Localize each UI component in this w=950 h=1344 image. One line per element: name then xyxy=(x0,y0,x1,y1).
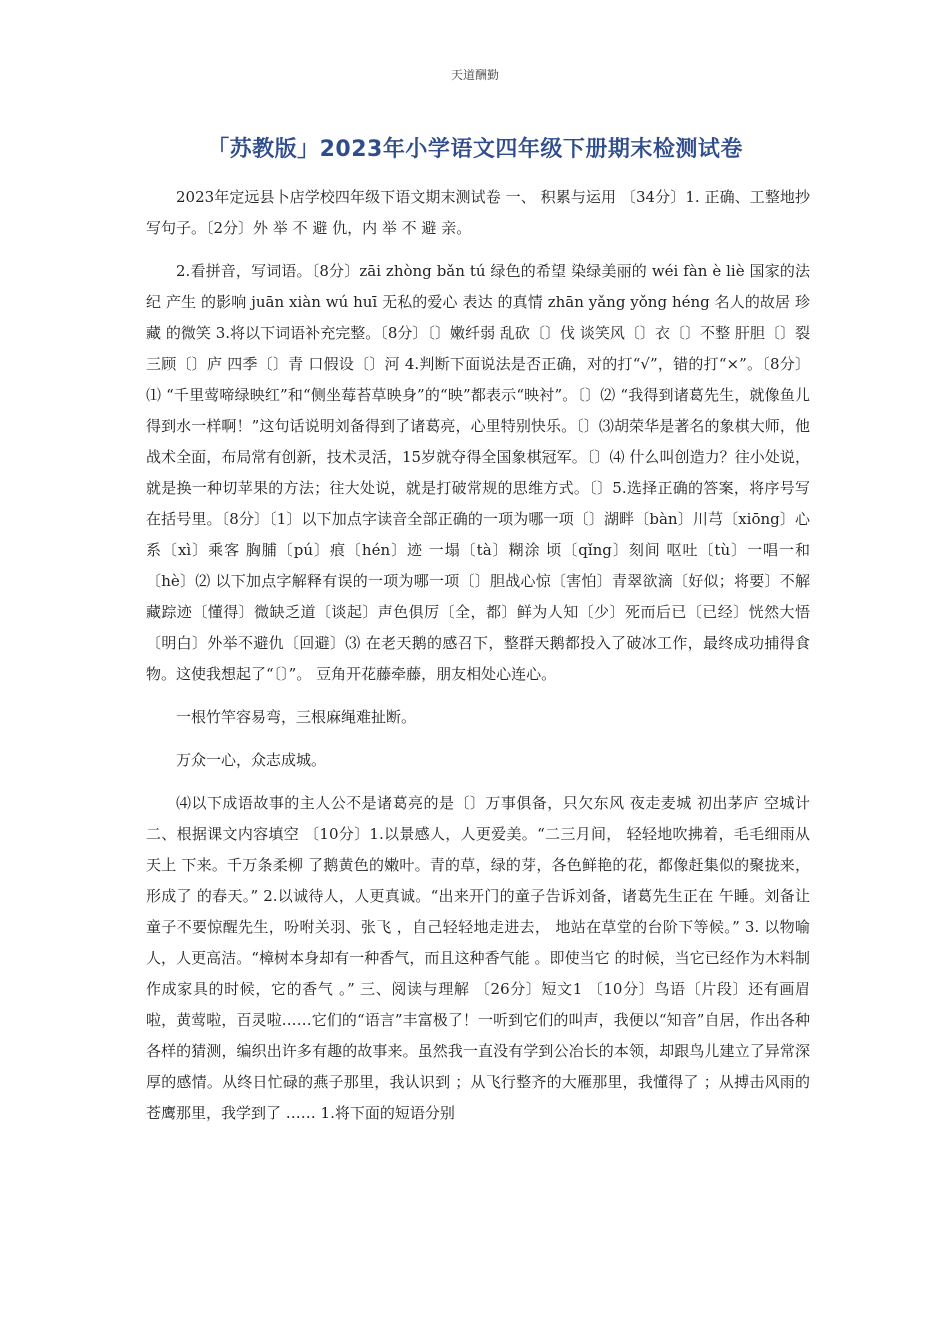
paragraph-2: 2.看拼音，写词语。〔8分〕zāi zhòng bǎn tú 绿色的希望 染绿美丽的 wéi fàn è liè 国家的法纪 产生 的影响 juān xiàn wú huī 无私的爱心 表达 的真情 zhān yǎng yǒng héng 名人的故居 珍藏 的微笑 3.将以下词语补充完整。〔8分〕〔〕嫩纤弱 乱砍〔〕伐 谈笑风〔〕衣〔〕不整 肝胆〔〕裂 三顾〔〕庐 四季〔〕青 口假设〔〕河 4.判断下面说法是否正确，对的打“√”，错的打“×”。〔8分〕⑴ “千里莺啼绿映红”和“侧坐莓苔草映身”的“映”都表示“映衬”。〔〕⑵ “我得到诸葛先生，就像鱼儿得到水一样啊！”这句话说明刘备得到了诸葛亮，心里特别快乐。〔〕⑶胡荣华是著名的象棋大师，他战术全面，布局常有创新，技术灵活，15岁就夺得全国象棋冠军。〔〕⑷ 什么叫创造力？往小处说，就是换一种切苹果的方法；往大处说，就是打破常规的思维方式。〔〕5.选择正确的答案，将序号写在括号里。〔8分〕〔1〕以下加点字读音全部正确的一项为哪一项〔〕湖畔〔bàn〕川芎〔xiōng〕心系〔xì〕乘客 胸脯〔pú〕痕〔hén〕迹 一塌〔tà〕糊涂 顷〔qǐng〕刻间 呕吐〔tù〕一唱一和〔hè〕⑵ 以下加点字解释有误的一项为哪一项〔〕胆战心惊〔害怕〕青翠欲滴〔好似；将要〕不解藏踪迹〔懂得〕微缺乏道〔谈起〕声色俱厉〔全，都〕鲜为人知〔少〕死而后已〔已经〕恍然大悟〔明白〕外举不避仇〔回避〕⑶ 在老天鹅的感召下，整群天鹅都投入了破冰工作，最终成功捕得食物。这使我想起了“〔〕”。 豆角开花藤牵藤，朋友相处心连心。 xyxy=(146,262,810,683)
paragraph-5: ⑷以下成语故事的主人公不是诸葛亮的是〔〕万事俱备，只欠东风 夜走麦城 初出茅庐 空城计 二、根据课文内容填空 〔10分〕1.以景感人，人更爱美。“二三月间， 轻轻地吹拂着，毛毛细雨从天上 下来。千万条柔柳 了鹅黄色的嫩叶。青的草，绿的芽，各色鲜艳的花，都像赶集似的聚拢来，形成了 的春天。” 2.以诚待人，人更真诚。“出来开门的童子告诉刘备，诸葛先生正在 午睡。刘备让童子不要惊醒先生，吩咐关羽、张飞 ，自己轻轻地走进去， 地站在草堂的台阶下等候。” 3. 以物喻人，人更高洁。“樟树本身却有一种香气，而且这种香气能 。即使当它 的时候，当它已经作为木料制作成家具的时候，它的香气 。” 三、阅读与理解 〔26分〕短文1 〔10分〕鸟语〔片段〕还有画眉啦，黄莺啦，百灵啦……它们的“语言”丰富极了！一听到它们的叫声，我便以“知音”自居，作出各种各样的猜测，编织出许多有趣的故事来。虽然我一直没有学到公冶长的本领，却跟鸟儿建立了异常深厚的感情。从终日忙碌的燕子那里，我认识到 ；从飞行整齐的大雁那里，我懂得了 ；从搏击风雨的苍鹰那里，我学到了 …… 1.将下面的短语分别 xyxy=(146,794,810,1122)
paragraph-3: 一根竹竿容易弯，三根麻绳难扯断。 xyxy=(176,708,417,726)
page-header-note: 天道酬勤 xyxy=(450,68,499,82)
paragraph-4: 万众一心，众志成城。 xyxy=(176,751,327,769)
paragraph-1: 2023年定远县卜店学校四年级下语文期末测试卷 一、 积累与运用 〔34分〕1. 正确、工整地抄写句子。〔2分〕外 举 不 避 仇，内 举 不 避 亲。 xyxy=(146,188,810,237)
document-title: 「苏教版」2023年小学语文四年级下册期末检测试卷 xyxy=(207,137,743,162)
document-body xyxy=(146,182,810,1129)
